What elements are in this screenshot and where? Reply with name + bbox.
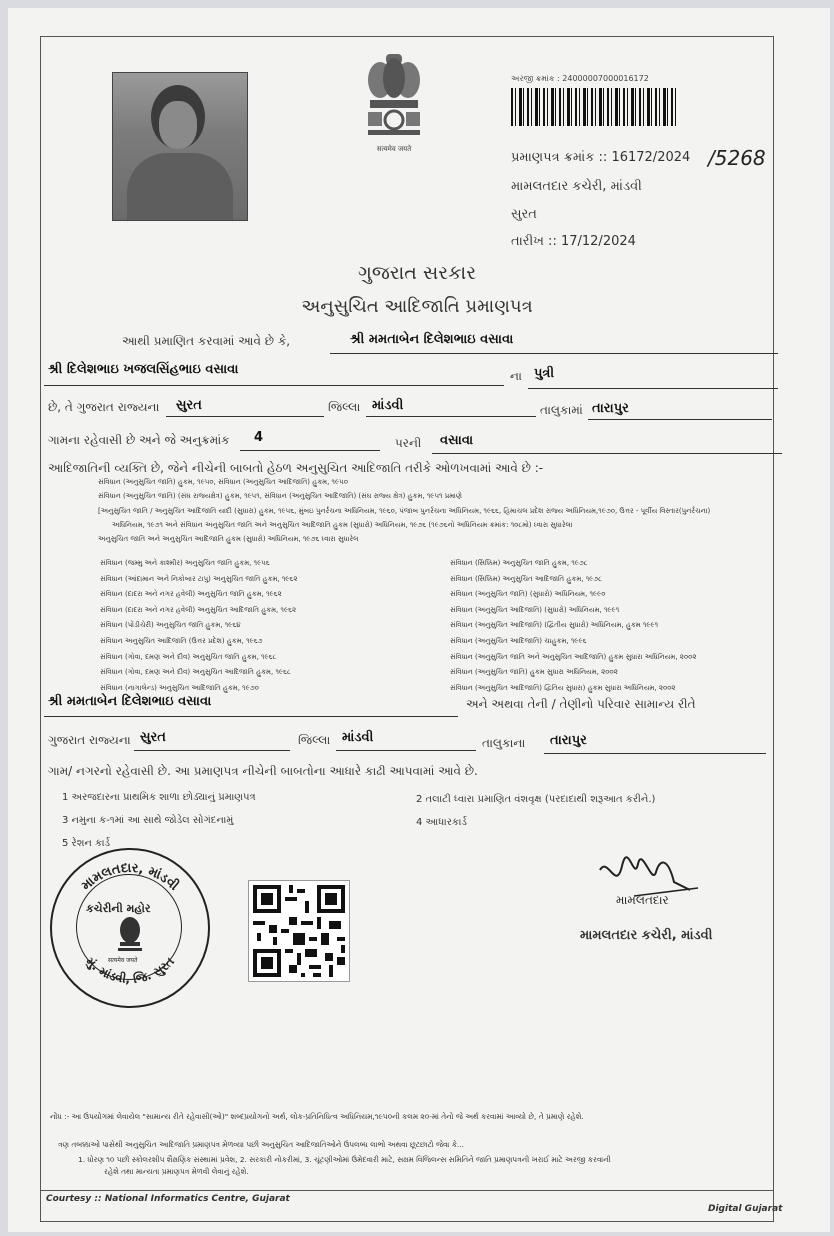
certificate-number: 16172/2024 xyxy=(611,150,691,165)
taluka-label: તાલુકામાં xyxy=(540,403,583,417)
list-item: સંવિધાન (પોંડીચેરી) અનુસુચિત જાતિ હુકમ, ૧૯૬૪ xyxy=(100,621,241,630)
applicant-photo xyxy=(112,72,248,221)
holder-taluka-label: તાલુકાના xyxy=(482,736,526,750)
holder-district-value: સુરત xyxy=(140,730,166,745)
government-title: ગુજરાત સરકાર xyxy=(357,262,477,284)
tribe-name: વસાવા xyxy=(440,433,474,448)
tribe-line: આદિજાતિની વ્યક્તિ છે, જેને નીચેની બાબતો હેઠળ અનુસુચિત આદિજાતિ તરીકે ઓળખવામાં આવે છે :- xyxy=(48,461,544,475)
holder-district-label: જિલ્લા xyxy=(298,733,331,747)
list-item: સંવિધાન (ગોવા, દમણ અને દીવ) અનુસુચિત આદિજાતિ હુકમ, ૧૯૬૮ xyxy=(100,668,291,677)
signature-handwritten: મામલતદાર xyxy=(616,893,669,907)
holder-taluka-value: માંડવી xyxy=(342,730,374,745)
issue-date: 17/12/2024 xyxy=(560,234,636,249)
list-item: સંવિધાન (નાગાલેન્ડ) અનુસુચિત આદિજાતિ હુકમ, ૧૯૭૦ xyxy=(100,683,259,692)
list-item: સંવિધાન (અનુસુચિત જાતિ) હુકમ સુધારા અધિનિયમ, ૨૦૦૨ xyxy=(450,668,618,677)
svg-text:મામલતદાર, માંડવી xyxy=(79,861,183,894)
holder-state-label: ગુજરાત રાજ્યના xyxy=(48,733,131,747)
qr-code xyxy=(248,880,350,982)
seal-top-text: મામલતદાર, માંડવી xyxy=(78,860,182,894)
serial-number: 4 xyxy=(254,430,264,445)
document-item: 4 આધારકાર્ડ xyxy=(416,817,467,828)
issuing-office: મામલતદાર કચેરી, માંડવી xyxy=(511,179,642,194)
list-item: સંવિધાન (અનુસુચિત આદિજાતિ) (દ્વિતીય સુધારો) અધિનિયમ, હુકમ ૧૯૯૧ xyxy=(450,621,659,630)
list-item: સંવિધાન (અનુસુચિત જાતિ અને અનુસુચિત આદિજાતિ) હુકમ સુધારા અધિનિયમ, ૨૦૦૨ xyxy=(450,652,697,661)
order-line-3: [અનુસુચિત જાતિ / અનુસુચિત આદિજાતિ યાદી (સુધારા) હુકમ, ૧૯૫૬, મુંબઇ પુનર્રચના અધિનિયમ, ૧૯૬૦, પંજાબ પુનર્રચના અધિનિયમ, ૧૯૬૬, હિમાચલ પ્રદેશ રાજ્ય અધિનિયમ,૧૯૭૦, ઉત્તર - પૂર્વીય વિસ્તાર(પુનર્રચના) xyxy=(98,507,711,515)
na-label: ના xyxy=(510,369,522,383)
orders-left-column xyxy=(100,556,297,696)
family-text: અને અથવા તેની / તેણીનો પરિવાર સામાન્ય રીતે xyxy=(466,697,696,711)
document-item: 3 નમુના ક-૧માં આ સાથે જોડેલ સોગંદનામું xyxy=(62,815,234,826)
resident-text: ગામ/ નગરનો રહેવાસી છે. આ પ્રમાણપત્ર નીચેની બાબતોના આધારે કાઢી આપવામાં આવે છે. xyxy=(48,764,478,778)
certificate-number-label: પ્રમાણપત્ર ક્રમાંક xyxy=(511,150,595,165)
relation: પુત્રી xyxy=(534,366,555,381)
document-item: 2 તલાટી ધ્વારા પ્રમાણિત વંશવૃક્ષ (પરદાદાથી શરૂઆત કરીને.) xyxy=(416,794,656,805)
list-item: સંવિધાન અનુસુચિત આદિજાતિ (ઉત્તર પ્રદેશ) હુકમ, ૧૯૬૭ xyxy=(100,636,263,645)
certificate-number-row: પ્રમાણપત્ર ક્રમાંક :: 16172/2024 xyxy=(511,150,691,165)
order-line-5: અનુસુચિત જાતિ અને અનુસુચિત આદિજાતિ હુકમ (સુધારો) અધિનિયમ, ૧૯૭૬ ધ્વારા સુધારેલ xyxy=(98,535,359,543)
list-item: સંવિધાન (આંદામાન અને નિકોબાર ટાપુ) અનુસુચિત જાતિ હુકમ, ૧૯૬૨ xyxy=(100,574,298,583)
taluka-value: માંડવી xyxy=(372,398,404,413)
issue-date-row xyxy=(511,234,636,249)
list-item: સંવિધાન (દાદરા અને નગર હવેલી) અનુસુચિત આદિજાતિ હુકમ, ૧૯૬૨ xyxy=(100,605,297,614)
seal-center-text: કચેરીની મહોર xyxy=(86,902,151,915)
list-item: સંવિધાન (દાદરા અને નગર હવેલી) અનુસુચિત જાતિ હુકમ, ૧૯૬૨ xyxy=(100,590,282,599)
issuing-city: સુરત xyxy=(511,207,537,222)
note-line: નોંધ :- આ ઉપયોગમાં લેવાયેલ "સામાન્ય રીતે રહેવાસી(ઓ)" શબ્દપ્રયોગનો અર્થ, લોક-પ્રતિનિધિત્વ અધિનિયમ,૧૯૫૦ની કલમ ૨૦-માં તેનો જે અર્થ કરવામાં આવ્યો છે, તે પ્રમાણે રહેશે. xyxy=(50,1112,584,1121)
list-item: સંવિધાન (અનુસુચિત આદિજાતિ) ચાહુકમ, ૧૯૯૬ xyxy=(450,636,587,645)
list-item: સંવિધાન (અનુસુચિત આદિજાતિ) (સુધારો) અધિનિયમ, ૧૯૯૧ xyxy=(450,605,620,614)
list-item: સંવિધાન (અનુસુચિત જાતિ) (સુધારો) અધિનિયમ, ૧૯૯૦ xyxy=(450,590,606,599)
application-number: અરજી ક્રમાંક : 24000007000016172 xyxy=(511,74,649,83)
national-emblem-icon xyxy=(362,52,426,148)
seal-bottom-text: મું. માંડવી, જિ. સુરત xyxy=(83,954,177,987)
signatory-office: મામલતદાર કચેરી, માંડવી xyxy=(580,928,713,943)
father-name: શ્રી દિલેશભાઇ ખજલસિંહભાઇ વસાવા xyxy=(48,362,239,377)
par-label: પરની xyxy=(395,436,422,450)
certificate-title: અનુસુચિત આદિજાતિ પ્રમાણપત્ર xyxy=(301,296,533,317)
order-line-4: અધિનિયમ, ૧૯૭૧ અને સંવિધાન અનુસુચિત જાતિ અને અનુસુચિત આદિજાતિ હુકમ (સુધારો) અધિનિયમ, ૧૯૭૬ (૧૯૭૬નો અધિનિયમ ક્રમાંક: ૧૦૮મો) ધ્વારા સુધારેલા xyxy=(112,521,573,529)
benefits-line-1: 1. ધોરણ ૧૦ પછી સ્કોલરશીપ શૈક્ષણિક સંસ્થામાં પ્રવેશ, 2. સરકારી નોકરીમાં, 3. ચૂંટણીઓમાં ઉમેદવારી માટે, સક્ષમ વિજિલન્સ સમિતિને જાતિ પ્રમાણપત્રની ખરાઈ માટે અરજી કરવાની xyxy=(78,1155,611,1164)
office-seal xyxy=(50,848,210,1008)
barcode xyxy=(511,88,679,126)
handwritten-number: /5268 xyxy=(708,146,766,170)
order-line-2: સંવિધાન (અનુસુચિત જાતિ) (સંઘ રાજ્યક્ષેત્ર) હુકમ, ૧૯૫૧, સંવિધાન (અનુસુચિત આદિજાતિ) (સંઘ રાજ્ય ક્ષેત્ર) હુકમ, ૧૯૫૧ પ્રમાણે xyxy=(98,492,462,500)
list-item: સંવિધાન (સિક્કિમ) અનુસુચિત જાતિ હુકમ, ૧૯૭૮ xyxy=(450,559,588,567)
resident-label: ગામના રહેવાસી છે અને જે અનુક્રમાંક xyxy=(48,433,230,447)
date-label: તારીખ :: xyxy=(511,234,557,249)
list-item: સંવિધાન (સિક્કિમ) અનુસુચિત આદિજાતિ હુકમ, ૧૯૭૮ xyxy=(450,574,603,583)
brand-text: Digital Gujarat xyxy=(708,1204,783,1214)
district-value: સુરત xyxy=(176,398,202,413)
holder-name: શ્રી મમતાબેન દિલેશભાઇ વસાવા xyxy=(350,332,514,347)
village-value: તારાપુર xyxy=(592,401,629,416)
purpose-line: ત્રણ તબક્કાઓ પાસેથી અનુસુચિત આદિજાતિ પ્રમાણપત્ર મેળવ્યા પછી અનુસુચિત આદિજાતિઓને ઉપલબ્ધ લાભો અથવા છૂટછાટો જેવા કે... xyxy=(58,1140,464,1149)
state-label: છે, તે ગુજરાત રાજ્યના xyxy=(48,400,160,414)
emblem-motto: सत्यमेव जयते xyxy=(376,145,412,153)
district-label: જિલ્લા xyxy=(328,400,361,414)
list-item: સંવિધાન (જમ્મુ અને કાશ્મીર) અનુસુચિત જાતિ હુકમ, ૧૯૫૬ xyxy=(100,559,270,567)
document-item: 1 અરજદારના પ્રાથમિક શાળા છોડ્યાનું પ્રમાણપત્ર xyxy=(62,792,256,803)
document-item: 5 રેશન કાર્ડ xyxy=(62,838,111,849)
list-item: સંવિધાન (અનુસુચિત આદિજાતિ) દ્વિતિય સુધારા) હુકમ સુધારા અધિનિયમ, ૨૦૦૨ xyxy=(450,683,676,692)
courtesy-text: Courtesy :: National Informatics Centre, Gujarat xyxy=(46,1194,290,1204)
holder-name-repeat: શ્રી મમતાબેન દિલેશભાઇ વસાવા xyxy=(48,694,212,709)
seal-motto: सत्यमेव जयते xyxy=(108,957,138,964)
order-line-1: સંવિધાન (અનુસુચિત જાતિ) હુકમ, ૧૯૫૦, સંવિધાન (અનુસુચિત આદિજાતિ) હુકમ, ૧૯૫૦ xyxy=(98,478,348,486)
orders-right-column xyxy=(450,556,696,696)
benefits-line-2: રહેશે તથા માન્યતા પ્રમાણપત્ર મેળવી લેવાનું રહેશે. xyxy=(104,1167,249,1176)
certify-text: આથી પ્રમાણિત કરવામાં આવે છે કે, xyxy=(122,334,291,348)
list-item: સંવિધાન (ગોવા, દમણ અને દીવ) અનુસુચિત જાતિ હુકમ, ૧૯૬૮ xyxy=(100,652,277,661)
seal-emblem-icon xyxy=(114,916,146,956)
holder-village-value: તારાપુર xyxy=(550,733,587,748)
